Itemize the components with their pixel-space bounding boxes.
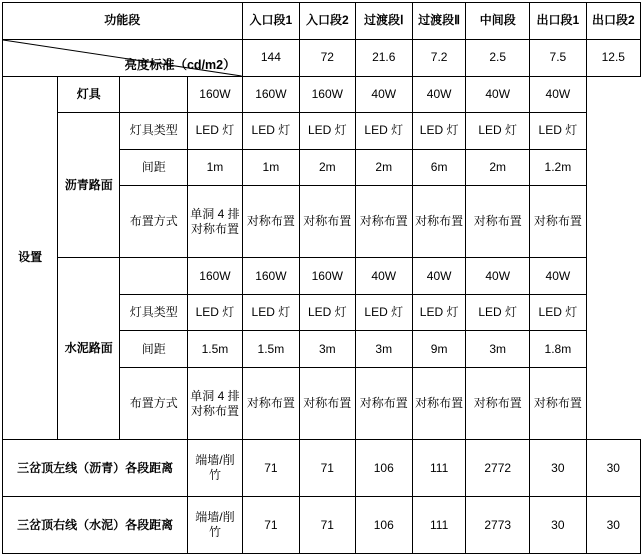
brightness-standard-label-cell bbox=[3, 39, 243, 76]
asphalt-lamp-type-value-6: LED 灯 bbox=[530, 113, 586, 150]
asphalt-lamp-type-row bbox=[3, 113, 641, 150]
header-col-1: 入口段2 bbox=[300, 3, 355, 40]
asphalt-layout-label: 布置方式 bbox=[120, 186, 188, 258]
cement-power-value-1: 160W bbox=[242, 258, 300, 295]
cement-power-value-3: 40W bbox=[355, 258, 413, 295]
left-line-label: 三岔顶左线（沥青）各段距离 bbox=[3, 440, 188, 497]
cement-power-value-6: 40W bbox=[530, 258, 586, 295]
asphalt-spacing-label: 间距 bbox=[120, 149, 188, 186]
asphalt-spacing-value-2: 2m bbox=[300, 149, 355, 186]
cement-lamp-type-value-0: LED 灯 bbox=[188, 294, 242, 331]
table-header-row bbox=[3, 3, 641, 40]
header-col-0: 入口段1 bbox=[242, 3, 300, 40]
asphalt-lamp-type-value-2: LED 灯 bbox=[300, 113, 355, 150]
asphalt-layout-value-0: 单洞 4 排对称布置 bbox=[188, 186, 242, 258]
cement-spacing-label: 间距 bbox=[120, 331, 188, 368]
asphalt-spacing-value-0: 1m bbox=[188, 149, 242, 186]
group-label-setting: 设置 bbox=[3, 76, 58, 439]
right-line-row bbox=[3, 497, 641, 554]
cement-spacing-value-6: 1.8m bbox=[530, 331, 586, 368]
cement-layout-label: 布置方式 bbox=[120, 368, 188, 440]
left-line-value-3: 111 bbox=[413, 440, 466, 497]
asphalt-lamp-type-label: 灯具类型 bbox=[120, 113, 188, 150]
brightness-value-5: 7.5 bbox=[530, 39, 586, 76]
header-function-section: 功能段 bbox=[3, 3, 243, 40]
asphalt-layout-value-3: 对称布置 bbox=[355, 186, 413, 258]
brightness-value-4: 2.5 bbox=[466, 39, 530, 76]
left-line-value-6: 30 bbox=[586, 440, 640, 497]
cement-layout-value-2: 对称布置 bbox=[300, 368, 355, 440]
cement-layout-value-4: 对称布置 bbox=[413, 368, 466, 440]
brightness-row bbox=[3, 39, 641, 76]
header-col-3: 过渡段Ⅱ bbox=[413, 3, 466, 40]
asphalt-layout-value-6: 对称布置 bbox=[530, 186, 586, 258]
cement-layout-value-6: 对称布置 bbox=[530, 368, 586, 440]
header-col-2: 过渡段Ⅰ bbox=[355, 3, 413, 40]
asphalt-layout-value-2: 对称布置 bbox=[300, 186, 355, 258]
asphalt-spacing-value-6: 1.2m bbox=[530, 149, 586, 186]
cement-spacing-value-0: 1.5m bbox=[188, 331, 242, 368]
cement-spacing-value-3: 3m bbox=[355, 331, 413, 368]
right-line-value-6: 30 bbox=[586, 497, 640, 554]
brightness-value-3: 7.2 bbox=[413, 39, 466, 76]
asphalt-power-value-2: 160W bbox=[300, 76, 355, 113]
cement-spacing-value-4: 9m bbox=[413, 331, 466, 368]
asphalt-power-label bbox=[120, 76, 188, 113]
brightness-value-6: 12.5 bbox=[586, 39, 640, 76]
asphalt-spacing-value-3: 2m bbox=[355, 149, 413, 186]
cement-power-value-4: 40W bbox=[413, 258, 466, 295]
asphalt-power-row bbox=[3, 76, 641, 113]
cement-power-value-5: 40W bbox=[466, 258, 530, 295]
cement-spacing-value-2: 3m bbox=[300, 331, 355, 368]
cement-lamp-type-value-6: LED 灯 bbox=[530, 294, 586, 331]
asphalt-power-value-6: 40W bbox=[530, 76, 586, 113]
asphalt-spacing-value-1: 1m bbox=[242, 149, 300, 186]
cement-power-value-2: 160W bbox=[300, 258, 355, 295]
left-line-value-0: 71 bbox=[242, 440, 300, 497]
right-line-value-5: 30 bbox=[530, 497, 586, 554]
cement-layout-value-3: 对称布置 bbox=[355, 368, 413, 440]
cement-power-label bbox=[120, 258, 188, 295]
asphalt-lamp-type-value-4: LED 灯 bbox=[413, 113, 466, 150]
right-line-value-0: 71 bbox=[242, 497, 300, 554]
right-line-value-2: 106 bbox=[355, 497, 413, 554]
left-line-value-4: 2772 bbox=[466, 440, 530, 497]
cement-lamp-type-value-1: LED 灯 bbox=[242, 294, 300, 331]
asphalt-power-value-4: 40W bbox=[413, 76, 466, 113]
cement-power-row bbox=[3, 258, 641, 295]
brightness-value-1: 72 bbox=[300, 39, 355, 76]
asphalt-power-value-5: 40W bbox=[466, 76, 530, 113]
cement-lamp-type-value-4: LED 灯 bbox=[413, 294, 466, 331]
left-line-value-2: 106 bbox=[355, 440, 413, 497]
left-line-value-1: 71 bbox=[300, 440, 355, 497]
header-col-6: 出口段2 bbox=[586, 3, 640, 40]
cement-layout-value-0: 单洞 4 排对称布置 bbox=[188, 368, 242, 440]
right-line-value-3: 111 bbox=[413, 497, 466, 554]
header-col-5: 出口段1 bbox=[530, 3, 586, 40]
cement-layout-value-1: 对称布置 bbox=[242, 368, 300, 440]
cement-lamp-type-label: 灯具类型 bbox=[120, 294, 188, 331]
asphalt-spacing-value-4: 6m bbox=[413, 149, 466, 186]
group-label-lamp: 灯具 bbox=[58, 76, 120, 113]
left-line-sublabel: 端墙/削竹 bbox=[188, 440, 242, 497]
cement-layout-value-5: 对称布置 bbox=[466, 368, 530, 440]
asphalt-layout-value-5: 对称布置 bbox=[466, 186, 530, 258]
asphalt-spacing-value-5: 2m bbox=[466, 149, 530, 186]
brightness-value-2: 21.6 bbox=[355, 39, 413, 76]
asphalt-layout-value-4: 对称布置 bbox=[413, 186, 466, 258]
cement-lamp-type-value-5: LED 灯 bbox=[466, 294, 530, 331]
asphalt-lamp-type-value-3: LED 灯 bbox=[355, 113, 413, 150]
cement-spacing-value-1: 1.5m bbox=[242, 331, 300, 368]
right-line-value-4: 2773 bbox=[466, 497, 530, 554]
left-line-value-5: 30 bbox=[530, 440, 586, 497]
asphalt-layout-value-1: 对称布置 bbox=[242, 186, 300, 258]
cement-power-value-0: 160W bbox=[188, 258, 242, 295]
cement-spacing-value-5: 3m bbox=[466, 331, 530, 368]
asphalt-lamp-type-value-0: LED 灯 bbox=[188, 113, 242, 150]
header-col-4: 中间段 bbox=[466, 3, 530, 40]
asphalt-power-value-3: 40W bbox=[355, 76, 413, 113]
brightness-standard-label: 亮度标准（cd/m2） bbox=[124, 57, 236, 72]
left-line-row bbox=[3, 440, 641, 497]
asphalt-lamp-type-value-5: LED 灯 bbox=[466, 113, 530, 150]
right-line-sublabel: 端墙/削竹 bbox=[188, 497, 242, 554]
right-line-value-1: 71 bbox=[300, 497, 355, 554]
right-line-label: 三岔顶右线（水泥）各段距离 bbox=[3, 497, 188, 554]
group-label-asphalt: 沥青路面 bbox=[58, 113, 120, 258]
cement-lamp-type-value-3: LED 灯 bbox=[355, 294, 413, 331]
asphalt-power-value-0: 160W bbox=[188, 76, 242, 113]
asphalt-power-value-1: 160W bbox=[242, 76, 300, 113]
brightness-value-0: 144 bbox=[242, 39, 300, 76]
parameters-table bbox=[2, 2, 641, 554]
group-label-cement: 水泥路面 bbox=[58, 258, 120, 440]
cement-lamp-type-value-2: LED 灯 bbox=[300, 294, 355, 331]
asphalt-lamp-type-value-1: LED 灯 bbox=[242, 113, 300, 150]
